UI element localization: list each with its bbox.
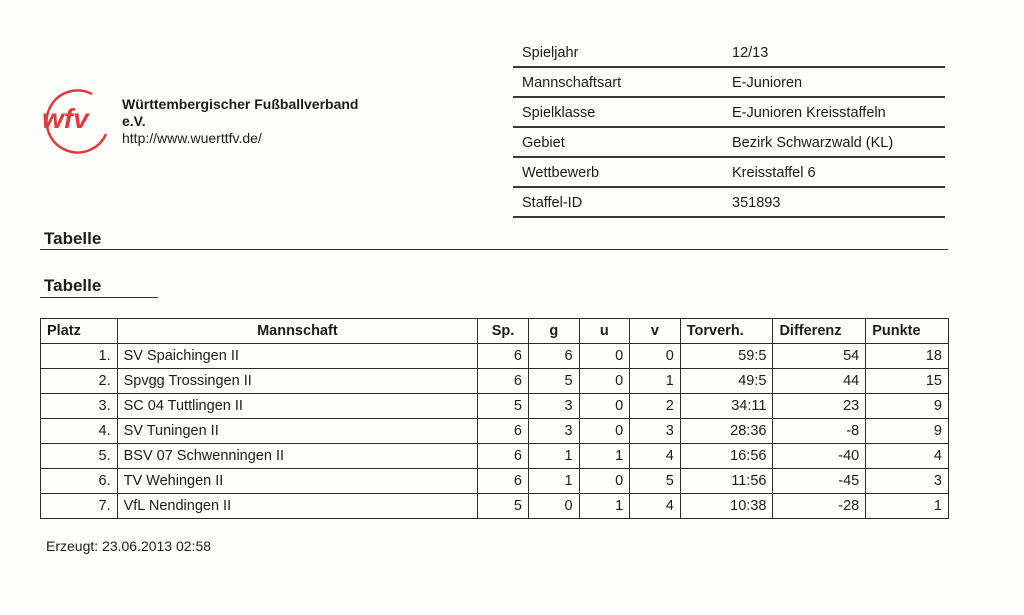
info-value: E-Junioren [732,74,803,91]
table-row [41,419,949,444]
cell-torverh: 34:11 [680,394,773,419]
cell-v: 3 [630,419,681,444]
col-header-u: u [579,319,630,344]
cell-torverh: 28:36 [680,419,773,444]
info-row-mannschaftsart [513,68,945,98]
cell-differenz: -8 [773,419,866,444]
info-row-wettbewerb [513,158,945,188]
generated-timestamp: Erzeugt: 23.06.2013 02:58 [46,538,212,554]
cell-punkte: 3 [866,469,949,494]
cell-punkte: 15 [866,369,949,394]
cell-sp: 6 [478,419,529,444]
cell-platz: 7. [41,494,118,519]
col-header-g: g [528,319,579,344]
cell-g: 6 [528,344,579,369]
col-header-platz: Platz [41,319,118,344]
cell-v: 5 [630,469,681,494]
cell-team: BSV 07 Schwenningen II [117,444,478,469]
cell-torverh: 11:56 [680,469,773,494]
info-value: Kreisstaffel 6 [732,164,816,181]
standings-table [40,318,949,519]
col-header-mannschaft: Mannschaft [117,319,478,344]
info-row-staffel-id [513,188,945,218]
info-value: 351893 [732,194,781,211]
col-header-sp: Sp. [478,319,529,344]
info-label: Spielklasse [522,104,596,121]
cell-team: Spvgg Trossingen II [117,369,478,394]
table-row [41,469,949,494]
info-label: Staffel-ID [522,194,583,211]
org-suffix: e.V. [122,113,146,129]
cell-differenz: 23 [773,394,866,419]
info-value: 12/13 [732,44,769,61]
cell-sp: 6 [478,344,529,369]
cell-team: SC 04 Tuttlingen II [117,394,478,419]
cell-torverh: 16:56 [680,444,773,469]
cell-platz: 6. [41,469,118,494]
cell-team: VfL Nendingen II [117,494,478,519]
table-row [41,344,949,369]
cell-v: 4 [630,494,681,519]
cell-torverh: 10:38 [680,494,773,519]
cell-g: 3 [528,394,579,419]
section-divider [40,249,948,250]
cell-punkte: 1 [866,494,949,519]
cell-punkte: 9 [866,419,949,444]
cell-u: 0 [579,469,630,494]
organization-block [122,96,358,147]
cell-g: 1 [528,444,579,469]
org-name: Württembergischer Fußballverband [122,96,359,112]
cell-differenz: 44 [773,369,866,394]
cell-platz: 3. [41,394,118,419]
logo-text: wfv [42,103,89,134]
cell-g: 0 [528,494,579,519]
col-header-punkte: Punkte [866,319,949,344]
cell-sp: 6 [478,469,529,494]
cell-sp: 6 [478,369,529,394]
cell-platz: 2. [41,369,118,394]
cell-g: 3 [528,419,579,444]
cell-differenz: -45 [773,469,866,494]
table-row [41,369,949,394]
cell-u: 1 [579,494,630,519]
cell-differenz: -28 [773,494,866,519]
cell-v: 2 [630,394,681,419]
table-header-row [41,319,949,344]
info-label: Spieljahr [522,44,579,61]
subsection-underline [40,297,158,298]
info-value: Bezirk Schwarzwald (KL) [732,134,894,151]
cell-team: TV Wehingen II [117,469,478,494]
cell-u: 0 [579,419,630,444]
cell-v: 1 [630,369,681,394]
cell-differenz: 54 [773,344,866,369]
info-label: Mannschaftsart [522,74,622,91]
info-row-spieljahr [513,38,945,68]
cell-u: 0 [579,369,630,394]
competition-info [513,38,945,218]
table-row [41,394,949,419]
wfv-logo [40,84,114,156]
cell-punkte: 4 [866,444,949,469]
cell-sp: 5 [478,494,529,519]
cell-torverh: 59:5 [680,344,773,369]
cell-differenz: -40 [773,444,866,469]
info-value: E-Junioren Kreisstaffeln [732,104,886,121]
cell-g: 1 [528,469,579,494]
cell-team: SV Tuningen II [117,419,478,444]
cell-platz: 5. [41,444,118,469]
cell-u: 0 [579,344,630,369]
cell-punkte: 18 [866,344,949,369]
cell-v: 0 [630,344,681,369]
info-row-spielklasse [513,98,945,128]
col-header-differenz: Differenz [773,319,866,344]
cell-v: 4 [630,444,681,469]
section-title: Tabelle [44,229,102,248]
table-row [41,444,949,469]
info-label: Gebiet [522,134,565,151]
info-label: Wettbewerb [522,164,600,181]
col-header-torverh: Torverh. [680,319,773,344]
cell-sp: 5 [478,394,529,419]
cell-u: 0 [579,394,630,419]
org-url[interactable]: http://www.wuerttfv.de/ [122,130,262,146]
subsection-title: Tabelle [44,276,102,295]
cell-platz: 1. [41,344,118,369]
cell-g: 5 [528,369,579,394]
cell-platz: 4. [41,419,118,444]
col-header-v: v [630,319,681,344]
cell-sp: 6 [478,444,529,469]
cell-torverh: 49:5 [680,369,773,394]
cell-punkte: 9 [866,394,949,419]
table-row [41,494,949,519]
info-row-gebiet [513,128,945,158]
cell-u: 1 [579,444,630,469]
cell-team: SV Spaichingen II [117,344,478,369]
